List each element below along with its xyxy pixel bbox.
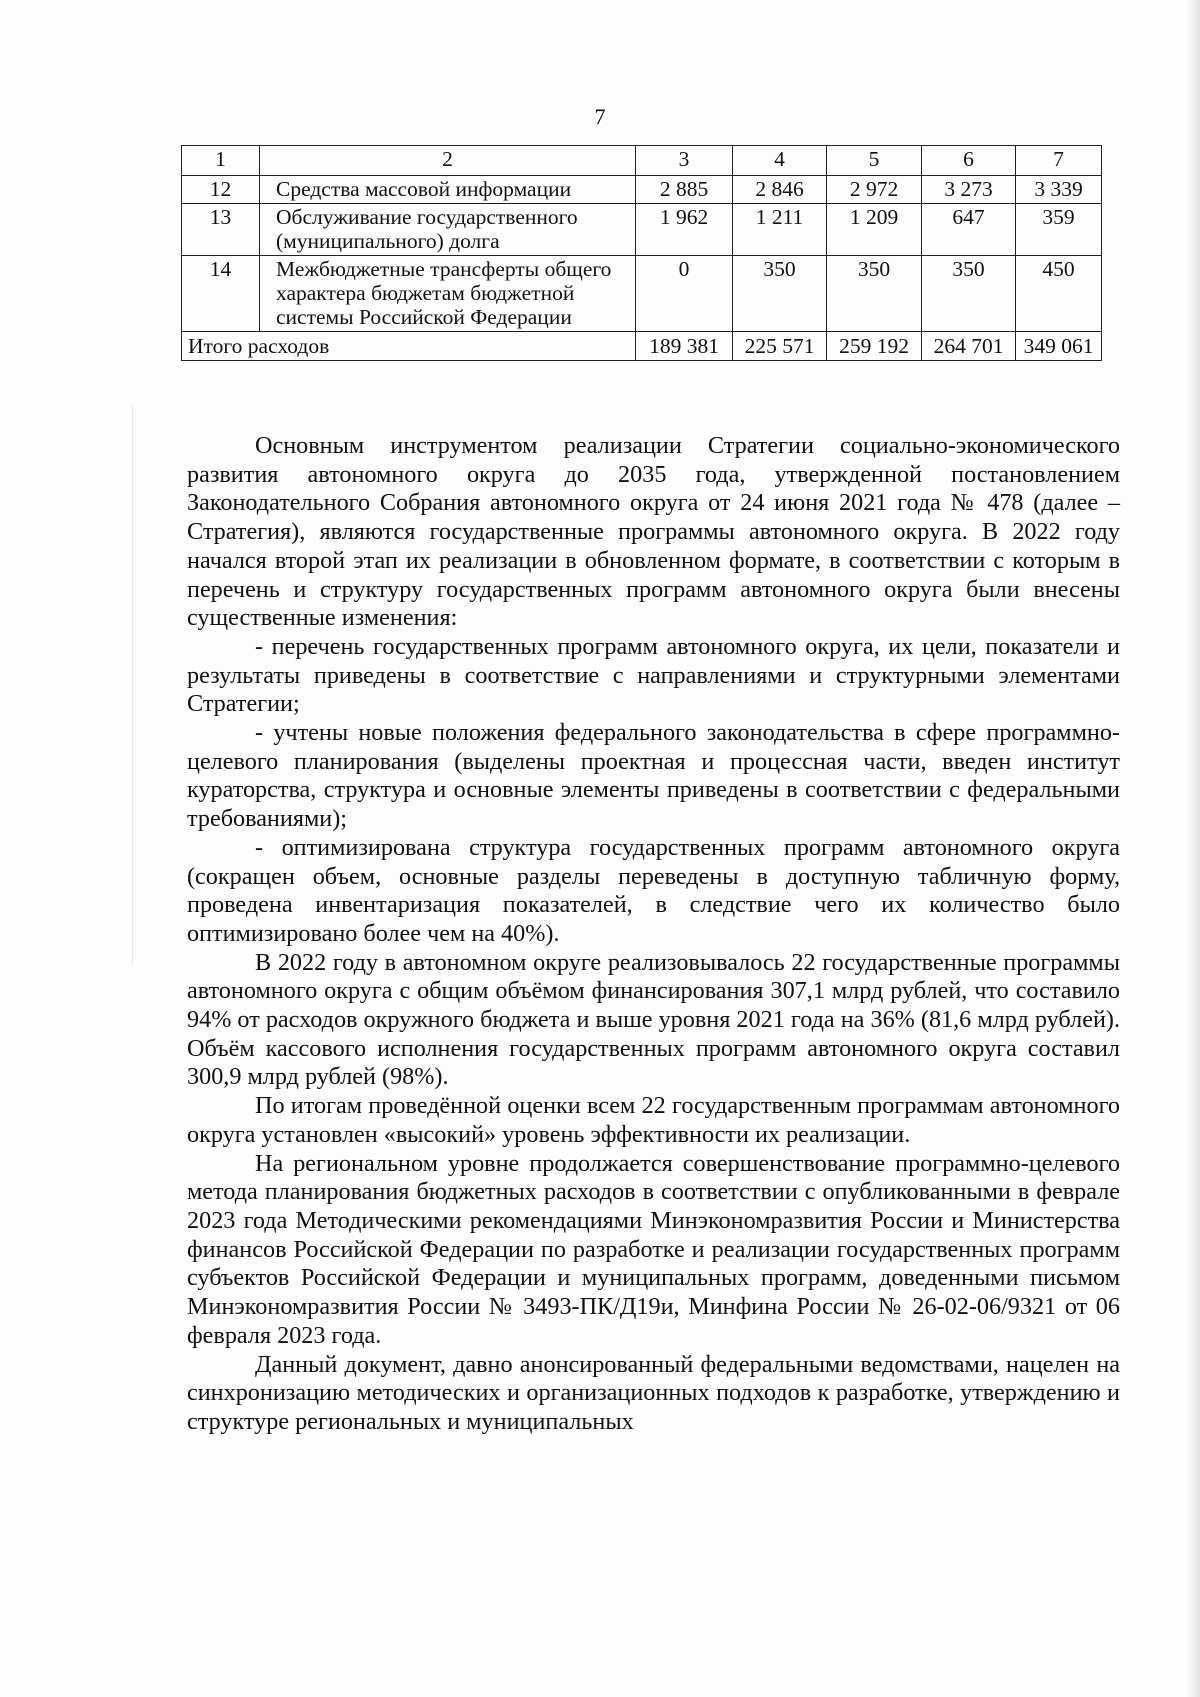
- table-cell: 350: [922, 256, 1016, 332]
- table-cell: 450: [1016, 256, 1102, 332]
- table-cell: 3 339: [1016, 176, 1102, 204]
- row-name: Обслуживание государственного (муниципального) долга: [260, 204, 636, 256]
- table-header-cell: 5: [827, 146, 922, 176]
- table-row: [182, 176, 1102, 204]
- table-header-cell: 2: [260, 146, 636, 176]
- paragraph: По итогам проведённой оценки всем 22 государственным программам автономного округа установлен «высокий» уровень эффективности их реализации.: [187, 1092, 1120, 1148]
- list-item: - оптимизирована структура государственных программ автономного округа (сокращен объем, основные разделы переведены в доступную табличную форму, проведена инвентаризация показателей, в следствие чего их количество было оптимизировано более чем на 40%).: [187, 833, 1120, 947]
- table-total-row: [182, 332, 1102, 361]
- row-number: 14: [182, 256, 260, 332]
- total-cell: 225 571: [733, 332, 827, 361]
- row-number: 12: [182, 176, 260, 204]
- table-row: [182, 204, 1102, 256]
- page-number: 7: [594, 104, 606, 129]
- total-cell: 349 061: [1016, 332, 1102, 361]
- paragraph: На региональном уровне продолжается совершенствование программно-целевого метода планирования бюджетных расходов в соответствии с опубликованными в феврале 2023 года Методическими рекомендациями Минэкономразвития России и Министерства финансов Российской Федерации по разработке и реализации государственных программ субъектов Российской Федерации и муниципальных программ, доведенными письмом Минэкономразвития России № 3493-ПК/Д19и, Минфина России № 26-02-06/9321 от 06 февраля 2023 года.: [187, 1149, 1120, 1349]
- row-number: 13: [182, 204, 260, 256]
- paragraph: В 2022 году в автономном округе реализовывалось 22 государственные программы автономного округа с общим объёмом финансирования 307,1 млрд рублей, что составило 94% от расходов окружного бюджета и выше уровня 2021 года на 36% (81,6 млрд рублей). Объём кассового исполнения государственных программ автономного округа составил 300,9 млрд рублей (98%).: [187, 948, 1120, 1091]
- table-cell: 0: [636, 256, 733, 332]
- table-cell: 2 846: [733, 176, 827, 204]
- row-name: Межбюджетные трансферты общего характера бюджетам бюджетной системы Российской Федерации: [260, 256, 636, 332]
- total-cell: 259 192: [827, 332, 922, 361]
- table-header-cell: 4: [733, 146, 827, 176]
- page-edge-shadow: [1186, 0, 1200, 1697]
- table-cell: 2 972: [827, 176, 922, 204]
- total-cell: 189 381: [636, 332, 733, 361]
- table-cell: 1 209: [827, 204, 922, 256]
- table-header-row: [182, 146, 1102, 176]
- total-cell: 264 701: [922, 332, 1016, 361]
- table-header-cell: 6: [922, 146, 1016, 176]
- table-cell: 350: [827, 256, 922, 332]
- budget-table: [181, 145, 1102, 361]
- total-label: Итого расходов: [182, 332, 636, 361]
- table-header-cell: 1: [182, 146, 260, 176]
- body-text: [187, 432, 1120, 1437]
- table-cell: 359: [1016, 204, 1102, 256]
- table-cell: 1 962: [636, 204, 733, 256]
- list-item: - учтены новые положения федерального законодательства в сфере программно-целевого планирования (выделены проектная и процессная части, введен институт кураторства, структура и основные элементы приведены в соответствии с федеральными требованиями);: [187, 719, 1120, 833]
- table-cell: 647: [922, 204, 1016, 256]
- scan-artifact-line: [132, 405, 133, 965]
- table-cell: 350: [733, 256, 827, 332]
- table-cell: 1 211: [733, 204, 827, 256]
- paragraph: Основным инструментом реализации Стратегии социально-экономического развития автономного округа до 2035 года, утвержденной постановлением Законодательного Собрания автономного округа от 24 июня 2021 года № 478 (далее – Стратегия), являются государственные программы автономного округа. В 2022 году начался второй этап их реализации в обновленном формате, в соответствии с которым в перечень и структуру государственных программ автономного округа были внесены существенные изменения:: [187, 432, 1120, 632]
- table-cell: 3 273: [922, 176, 1016, 204]
- row-name: Средства массовой информации: [260, 176, 636, 204]
- table-row: [182, 256, 1102, 332]
- table-cell: 2 885: [636, 176, 733, 204]
- paragraph: Данный документ, давно анонсированный федеральными ведомствами, нацелен на синхронизацию методических и организационных подходов к разработке, утверждению и структуре региональных и муниципальных: [187, 1350, 1120, 1435]
- table-header-cell: 3: [636, 146, 733, 176]
- list-item: - перечень государственных программ автономного округа, их цели, показатели и результаты приведены в соответствие с направлениями и структурными элементами Стратегии;: [187, 632, 1120, 718]
- table-header-cell: 7: [1016, 146, 1102, 176]
